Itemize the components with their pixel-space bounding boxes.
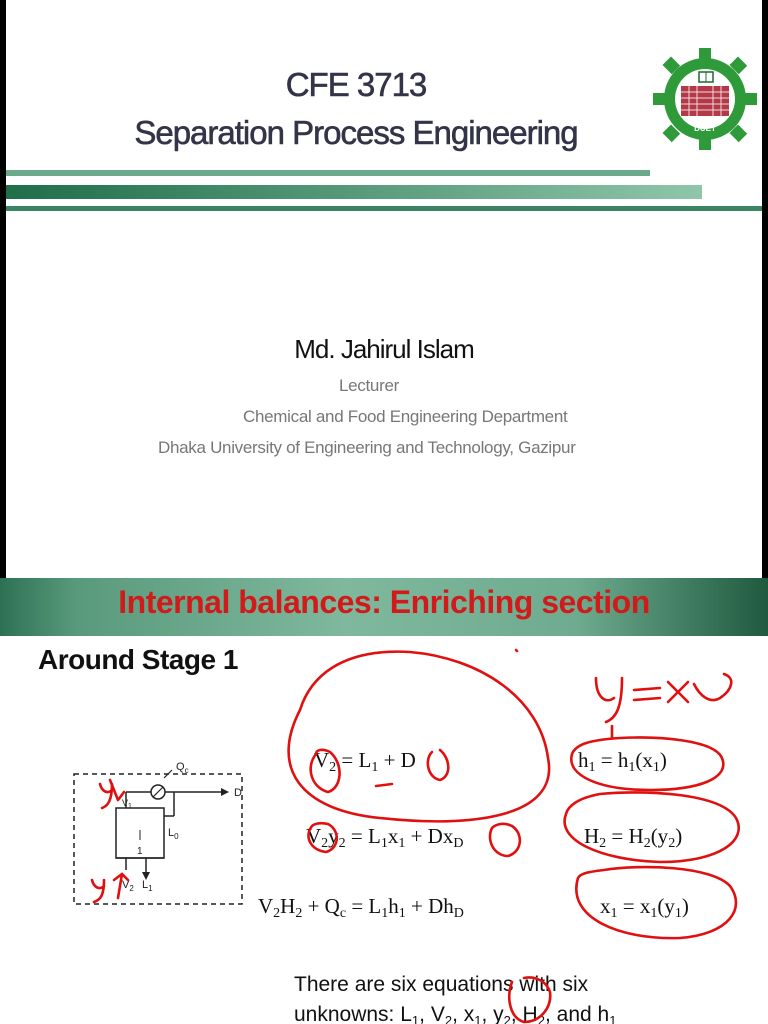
ink-hand-eq	[634, 688, 660, 700]
ink-circle-h1	[571, 738, 723, 790]
content-slide	[0, 578, 768, 1024]
equation-component-balance: $V_2y_2 = L_1x_1 + Dx_D$	[306, 824, 464, 851]
university-logo	[651, 46, 759, 152]
note-line-1: There are six equations with six	[294, 973, 589, 996]
svg-text:DUET: DUET	[694, 124, 716, 133]
title-slide	[6, 0, 762, 578]
label-v1: $V_1$	[122, 798, 132, 810]
ink-circle-v2	[311, 750, 340, 792]
equation-mass-balance: $V_2 = L_1 + D$	[314, 748, 416, 775]
label-d: D	[234, 787, 242, 799]
ink-circle-xd	[490, 824, 520, 856]
ink-hand-xd	[668, 674, 731, 702]
equation-equilibrium: $x_1 = x_1(y_1)$	[600, 894, 689, 921]
ink-hand-y-left	[100, 784, 112, 808]
author-university: Dhaka University of Engineering and Technology, Gazipur	[158, 438, 576, 457]
note-line-2: unknowns: $L_1$, $V_2$, $x_1$, $y_2$, $H_2$, and $h_1$	[294, 1003, 617, 1024]
label-qc: $Q_c$	[176, 761, 189, 775]
ink-arrow-y1	[114, 874, 128, 898]
ink-dot	[516, 650, 517, 651]
ink-ellipse-big	[289, 652, 549, 822]
ink-hand-y-left2	[92, 880, 104, 902]
course-code: CFE 3713	[285, 66, 427, 103]
course-title: Separation Process Engineering	[134, 114, 578, 151]
accent-bar-mid	[6, 185, 702, 199]
label-l1: $L_1$	[142, 879, 153, 893]
ink-circle-h2	[565, 792, 739, 862]
ink-circle-x1	[576, 867, 736, 938]
label-v2: $V_2$	[122, 879, 134, 893]
section-heading: Around Stage 1	[38, 644, 238, 675]
accent-bar-bottom	[6, 206, 762, 211]
label-l0: $L_0$	[168, 827, 179, 841]
equation-energy-balance: $V_2H_2 + Q_c = L_1h_1 + Dh_D$	[258, 894, 464, 921]
label-stage: 1	[137, 846, 143, 857]
ink-circle-d	[428, 750, 448, 780]
ink-circle-y2-note	[509, 978, 550, 1022]
author-name: Md. Jahirul Islam	[294, 334, 474, 364]
equation-vapor-enthalpy: $H_2 = H_2(y_2)$	[584, 824, 683, 851]
slide-title: Internal balances: Enriching section	[118, 584, 650, 620]
ink-hand-y1	[596, 678, 622, 738]
author-department: Chemical and Food Engineering Department	[243, 407, 568, 426]
equation-liquid-enthalpy: $h_1 = h_1(x_1)$	[578, 748, 667, 775]
ink-underline-l1	[376, 784, 392, 786]
accent-bar-top	[6, 170, 650, 176]
ink-circle-y2	[308, 823, 336, 852]
author-role: Lecturer	[339, 376, 399, 395]
ink-annotations	[0, 578, 768, 1024]
